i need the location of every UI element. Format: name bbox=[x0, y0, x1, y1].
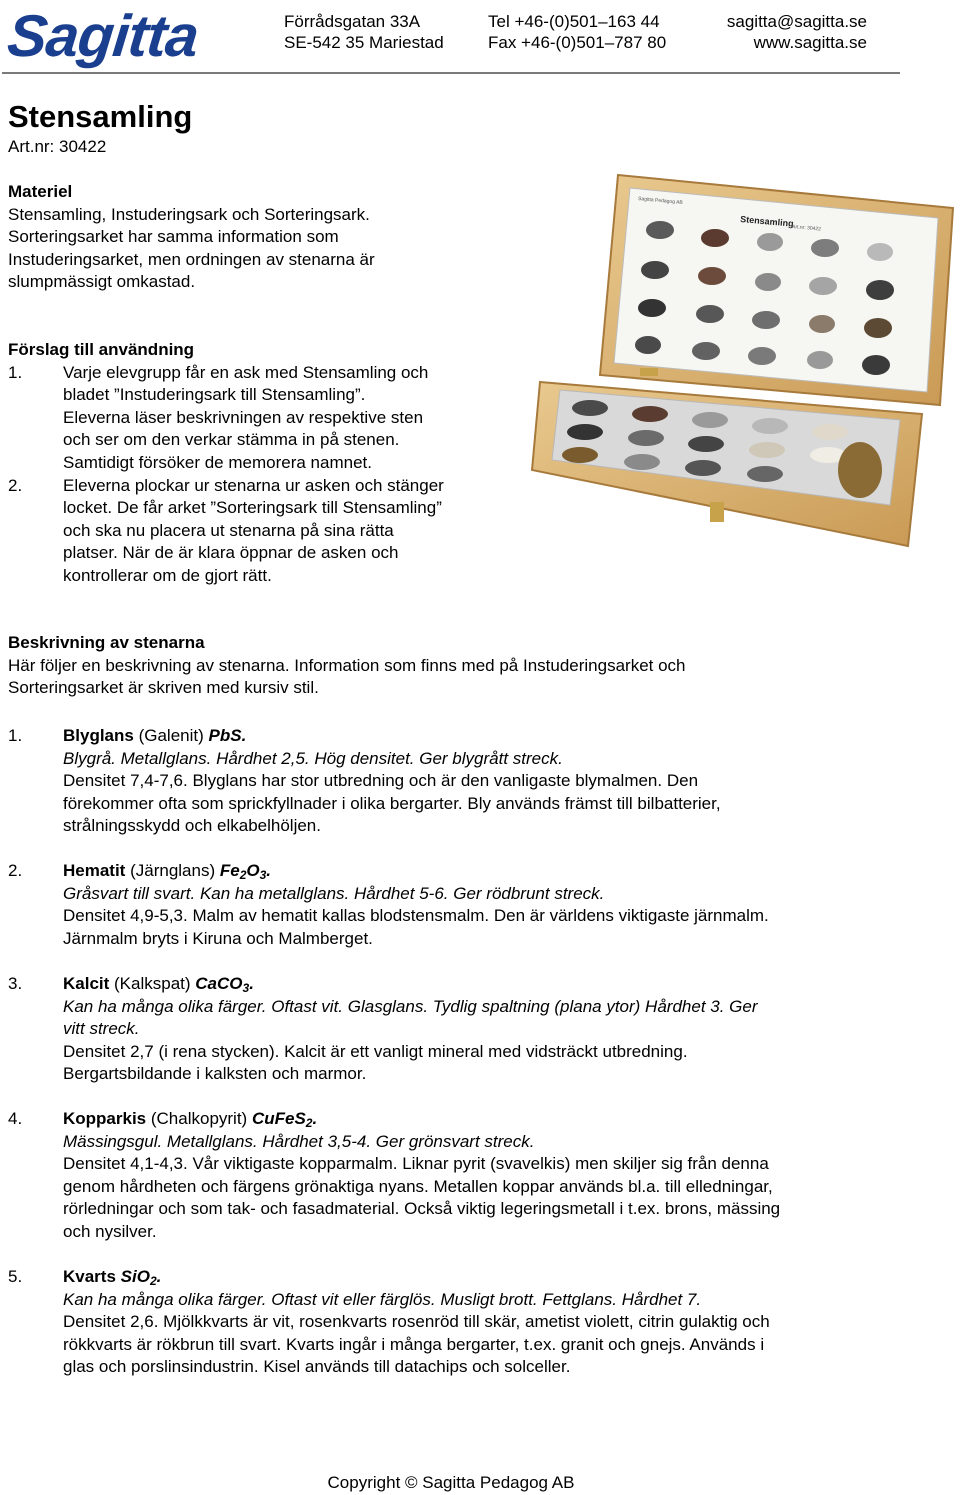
stone-properties: Kan ha många olika färger. Oftast vit. Glasglans. Tydlig spaltning (plana ytor) Hårdhet 3. Ger bbox=[63, 996, 758, 1016]
step-number: 2. bbox=[8, 475, 23, 495]
sheet-stone bbox=[698, 267, 726, 285]
materiel-section bbox=[8, 181, 375, 294]
stone-description: och nysilver. bbox=[63, 1221, 157, 1241]
page-title: Stensamling bbox=[8, 99, 193, 134]
box-stone bbox=[572, 400, 608, 416]
forslag-heading: Förslag till användning bbox=[8, 340, 195, 359]
materiel-line: Instuderingsarket, men ordningen av stenarna är bbox=[8, 249, 375, 269]
stone-item-2 bbox=[8, 860, 908, 950]
stone-title bbox=[63, 973, 908, 996]
box-stone bbox=[685, 460, 721, 476]
step-line: locket. De får arket ”Sorteringsark till Stensamling” bbox=[63, 498, 442, 518]
stone-name: Hematit bbox=[63, 861, 126, 880]
sheet-stone bbox=[809, 277, 837, 295]
stone-formula: CaCO$_3$. bbox=[195, 974, 254, 995]
beskrivning-section bbox=[8, 632, 908, 700]
sheet-title: Stensamling bbox=[739, 214, 795, 229]
materiel-line: Stensamling, Instuderingsark och Sorteringsark. bbox=[8, 204, 370, 224]
stone-formula: $Fe_2O_3$. bbox=[219, 861, 272, 882]
stone-name: Blyglans bbox=[63, 726, 134, 745]
box-stone bbox=[628, 430, 664, 446]
sheet-stone bbox=[696, 305, 724, 323]
contact-block bbox=[712, 11, 867, 53]
sheet-stone bbox=[701, 229, 729, 247]
step-line: Samtidigt försöker de memorera namnet. bbox=[63, 452, 372, 472]
box-clasp bbox=[710, 502, 724, 522]
stone-description: Densitet 2,6. Mjölkkvarts är vit, rosenkvarts rosenröd till skär, ametist violett, citrin gulaktig och bbox=[63, 1312, 770, 1332]
box-stone bbox=[747, 466, 783, 482]
intro-line: Sorteringsarket är skriven med kursiv stil. bbox=[8, 678, 319, 698]
box-stone bbox=[692, 412, 728, 428]
stone-description: rökkvarts är rökbrun till svart. Kvarts ingår i många bergarter, t.ex. granit och gnejs. Används i bbox=[63, 1334, 765, 1354]
fax: Fax +46-(0)501–787 80 bbox=[488, 33, 667, 52]
sheet-stone bbox=[755, 273, 781, 291]
stone-name: Kvarts bbox=[63, 1267, 116, 1286]
stone-number: 4. bbox=[8, 1109, 23, 1128]
sheet-stone bbox=[752, 311, 780, 329]
stone-properties: Gråsvart till svart. Kan ha metallglans. Hårdhet 5-6. Ger rödbrunt streck. bbox=[63, 883, 605, 903]
sheet-stone bbox=[748, 347, 776, 365]
stone-title bbox=[63, 725, 908, 748]
sheet-stone bbox=[867, 243, 893, 261]
sheet-stone bbox=[757, 233, 783, 251]
sheet-stone bbox=[866, 280, 894, 300]
stone-alt-name: (Järnglans) bbox=[125, 861, 220, 880]
sheet-stone bbox=[809, 315, 835, 333]
sheet-stone bbox=[641, 261, 669, 279]
sheet-stone bbox=[638, 299, 666, 317]
stone-formula: SiO$_2$. bbox=[120, 1267, 162, 1288]
box-stone bbox=[624, 454, 660, 470]
sheet-stone bbox=[807, 351, 833, 369]
stone-description: Bergartsbildande i kalksten och marmor. bbox=[63, 1064, 367, 1084]
stone-formula: PbS. bbox=[208, 726, 247, 745]
address-line1: Förrådsgatan 33A bbox=[284, 12, 421, 31]
step-line: Varje elevgrupp får en ask med Stensamling och bbox=[63, 362, 429, 382]
stone-number: 3. bbox=[8, 974, 23, 993]
forslag-step-1 bbox=[8, 362, 508, 475]
forslag-section bbox=[8, 339, 508, 588]
copyright-footer: Copyright © Sagitta Pedagog AB bbox=[327, 1473, 575, 1492]
stone-collection-photo bbox=[530, 170, 955, 570]
sheet-stone bbox=[635, 336, 661, 354]
box-stone bbox=[812, 424, 848, 440]
forslag-step-2 bbox=[8, 475, 508, 588]
stone-alt-name: (Chalkopyrit) bbox=[146, 1109, 252, 1128]
sheet-artnr: Art.nr: 30422 bbox=[791, 224, 822, 233]
stone-title bbox=[63, 1266, 908, 1289]
box-stone bbox=[838, 442, 882, 498]
box-stone bbox=[567, 424, 603, 440]
step-line: och ska nu placera ut stenarna på sina rätta bbox=[63, 520, 394, 540]
stone-description: Densitet 7,4-7,6. Blyglans har stor utbredning och är den vanligaste blymalmen. Den bbox=[63, 771, 699, 791]
stone-description: glas och porslinsindustrin. Kisel används till datachips och solceller. bbox=[63, 1357, 571, 1377]
stone-item-5 bbox=[8, 1266, 908, 1379]
stone-name: Kalcit bbox=[63, 974, 110, 993]
step-line: och ser om den verkar stämma in på stenen. bbox=[63, 430, 400, 450]
box-stone bbox=[752, 418, 788, 434]
stone-properties: Blygrå. Metallglans. Hårdhet 2,5. Hög densitet. Ger blygrått streck. bbox=[63, 748, 563, 768]
stone-number: 2. bbox=[8, 861, 23, 880]
box-stone bbox=[632, 406, 668, 422]
step-line: kontrollerar om de gjort rätt. bbox=[63, 565, 272, 585]
stone-title bbox=[63, 1108, 908, 1131]
stone-properties: vitt streck. bbox=[63, 1019, 140, 1039]
stone-name: Kopparkis bbox=[63, 1109, 147, 1128]
box-stone bbox=[688, 436, 724, 452]
tel: Tel +46-(0)501–163 44 bbox=[488, 12, 660, 31]
phone-block bbox=[488, 11, 666, 53]
intro-line: Här följer en beskrivning av stenarna. Information som finns med på Instuderingsarket och bbox=[8, 655, 686, 675]
materiel-line: slumpmässigt omkastad. bbox=[8, 272, 196, 292]
sheet-stone bbox=[862, 355, 890, 375]
article-number: Art.nr: 30422 bbox=[8, 137, 107, 156]
sheet-stone bbox=[646, 221, 674, 239]
stone-description: Densitet 4,1-4,3. Vår viktigaste kopparmalm. Liknar pyrit (svavelkis) men skiljer sig från denna bbox=[63, 1154, 769, 1174]
stone-description: förekommer ofta som sprickfyllnader i olika bergarter. Bly används främst till bilbatterier, bbox=[63, 793, 721, 813]
stone-description: Densitet 2,7 (i rena stycken). Kalcit är ett vanligt mineral med vidsträckt utbredning. bbox=[63, 1041, 688, 1061]
stone-properties: Kan ha många olika färger. Oftast vit eller färglös. Musligt brott. Fettglans. Hårdhet 7. bbox=[63, 1289, 702, 1309]
stone-description: strålningsskydd och elkabelhöljen. bbox=[63, 816, 321, 836]
step-line: Eleverna plockar ur stenarna ur asken och stänger bbox=[63, 475, 444, 495]
stone-formula: CuFeS$_2$. bbox=[251, 1109, 318, 1130]
stone-description: rörledningar och som tak- och fasadmaterial. Också viktig legeringsmetall i t.ex. brons, mässing bbox=[63, 1199, 781, 1219]
address-block bbox=[284, 11, 444, 53]
sheet-stone bbox=[864, 318, 892, 338]
step-line: platser. När de är klara öppnar de asken och bbox=[63, 543, 399, 563]
stone-number: 1. bbox=[8, 726, 23, 745]
sheet-stone bbox=[692, 342, 720, 360]
step-number: 1. bbox=[8, 362, 23, 382]
stone-description: Järnmalm bryts i Kiruna och Malmberget. bbox=[63, 928, 373, 948]
box-stone bbox=[749, 442, 785, 458]
materiel-heading: Materiel bbox=[8, 182, 73, 201]
sheet-stone bbox=[811, 239, 839, 257]
stone-item-3 bbox=[8, 973, 908, 1086]
sheet-brand: Sagitta Pedagog AB bbox=[637, 196, 683, 206]
stone-item-1 bbox=[8, 725, 908, 838]
step-line: bladet ”Instuderingsark till Stensamling”. bbox=[63, 385, 366, 405]
stone-description: Densitet 4,9-5,3. Malm av hematit kallas blodstensmalm. Den är världens viktigaste järnmalm. bbox=[63, 906, 769, 926]
box-stone bbox=[562, 447, 598, 463]
email-link[interactable]: sagitta@sagitta.se bbox=[726, 12, 867, 31]
sagitta-logo: Sagitta bbox=[4, 3, 202, 69]
stone-alt-name: (Galenit) bbox=[133, 726, 209, 745]
materiel-line: Sorteringsarket har samma information som bbox=[8, 227, 339, 247]
step-line: Eleverna läser beskrivningen av respektive sten bbox=[63, 407, 424, 427]
stone-number: 5. bbox=[8, 1267, 23, 1286]
beskrivning-heading: Beskrivning av stenarna bbox=[8, 633, 205, 652]
stone-title bbox=[63, 860, 908, 883]
stone-item-4 bbox=[8, 1108, 908, 1244]
stone-description: genom hårdheten och färgens grönaktiga nyans. Metallen koppar används bl.a. till elledningar, bbox=[63, 1176, 773, 1196]
address-line2: SE-542 35 Mariestad bbox=[284, 33, 444, 52]
header-divider bbox=[2, 72, 900, 74]
stone-alt-name: (Kalkspat) bbox=[109, 974, 196, 993]
hinge bbox=[640, 368, 658, 376]
web-link[interactable]: www.sagitta.se bbox=[753, 33, 867, 52]
stone-properties: Mässingsgul. Metallglans. Hårdhet 3,5-4. Ger grönsvart streck. bbox=[63, 1131, 535, 1151]
